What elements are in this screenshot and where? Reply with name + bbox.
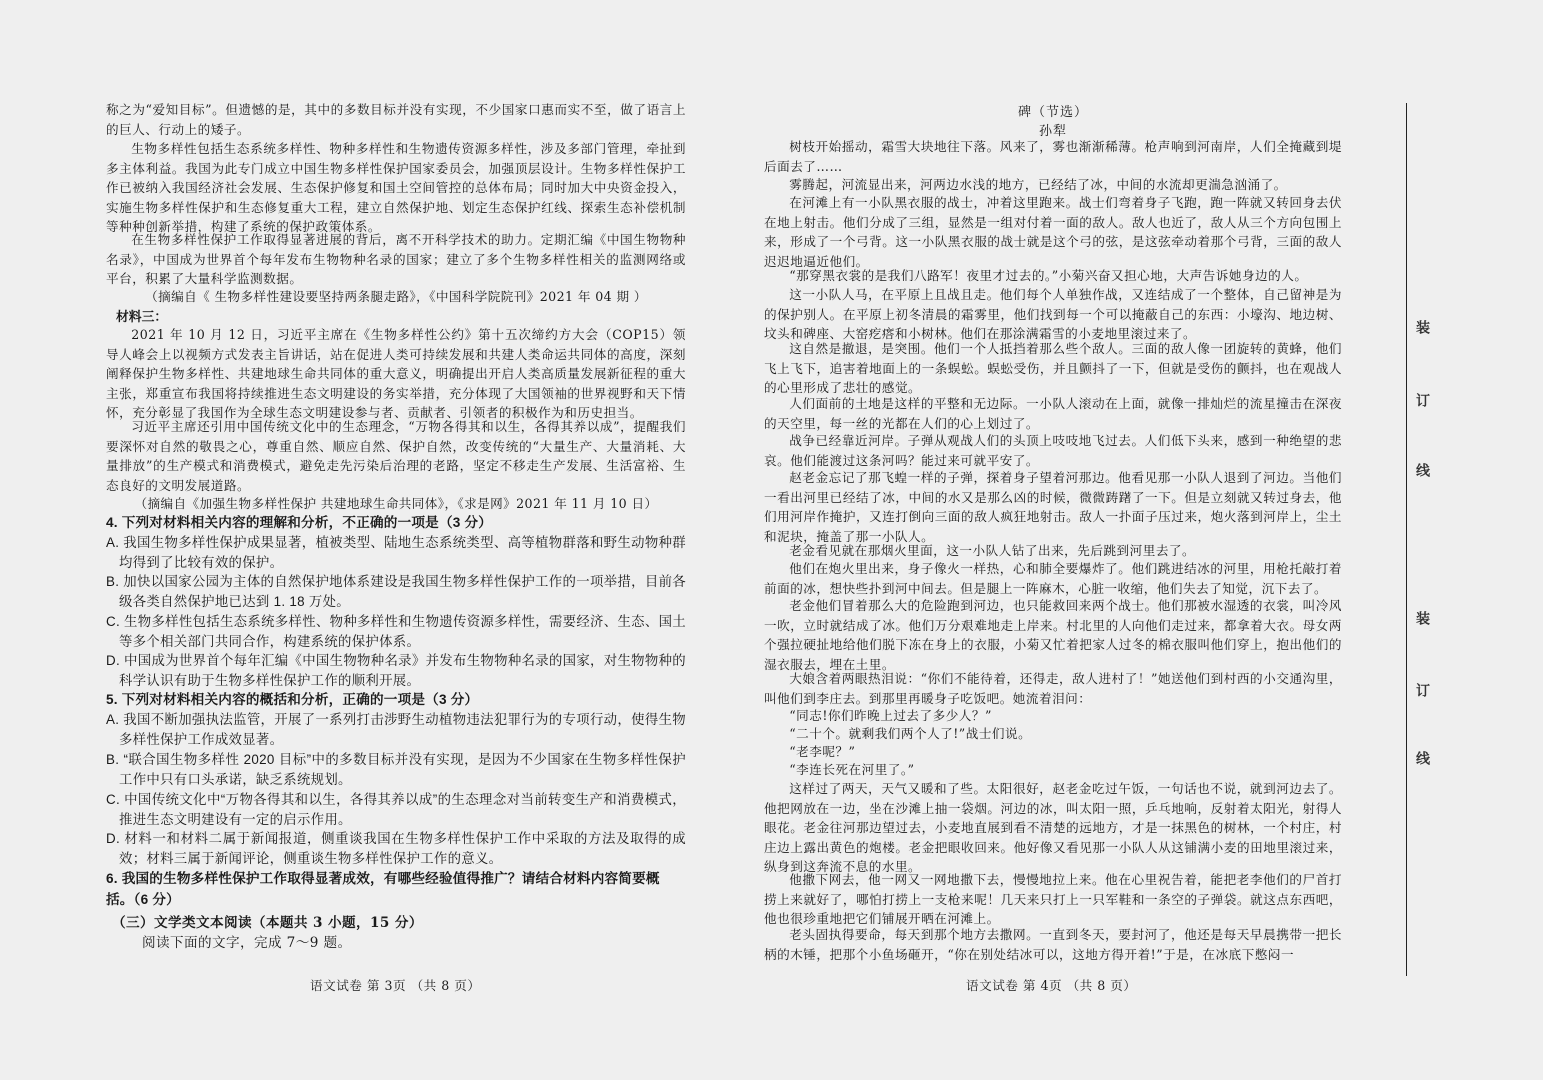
binding-line: [1406, 103, 1407, 976]
binding-char: 装: [1414, 320, 1430, 334]
dialogue-line: “二十个。就剩我们两个人了!”战士们说。: [789, 726, 1032, 741]
page-footer: 语文试卷 第 4页 （共 8 页）: [966, 978, 1137, 993]
paragraph: 大娘含着两眼热泪说：“你们不能待着，还得走，敌人进村了！”她送他们到村西的小交通沟里，叫他们到李庄去。到那里再暖身子吃饭吧。她流着泪问：: [764, 671, 1342, 706]
question-5: 5. 下列对材料相关内容的概括和分析，正确的一项是（3 分）: [106, 692, 479, 707]
option-5a: A. 我国不断加强执法监管，开展了一系列打击涉野生动植物违法犯罪行为的专项行动，使得生物多样性保护工作成效显著。: [106, 712, 686, 747]
paragraph: 在生物多样性保护工作取得显著进展的背后，离不开科学技术的助力。定期汇编《中国生物物种名录》，中国成为世界首个每年发布生物物种名录的国家；建立了多个生物多样性相关的监测网络或平台，积累了大量科学监测数据。: [106, 232, 686, 286]
paragraph: 战争已经靠近河岸。子弹从观战人们的头顶上吱吱地飞过去。人们低下头来，感到一种绝望的悲哀。他们能渡过这条河吗？能过来可就平安了。: [764, 433, 1342, 468]
option-4a: A. 我国生物多样性保护成果显著，植被类型、陆地生态系统类型、高等植物群落和野生动物种群均得到了比较有效的保护。: [106, 535, 686, 570]
paragraph: 老金看见就在那烟火里面，这一小队人钻了出来，先后跳到河里去了。: [789, 543, 1196, 558]
paragraph: “那穿黑衣裳的是我们八路军！夜里才过去的。”小菊兴奋又担心地，大声告诉她身边的人。: [789, 268, 1308, 283]
citation: （摘编自《加强生物多样性保护 共建地球生命共同体》，《求是网》2021 年 11 月 10 日）: [134, 496, 658, 511]
option-5c: C. 中国传统文化中“万物各得其和以生，各得其养以成”的生态理念对当前转变生产和消费模式，推进生态文明建设有一定的启示作用。: [106, 792, 686, 827]
paragraph: 雾腾起，河流显出来，河两边水浅的地方，已经结了冰，中间的水流却更湍急汹涌了。: [789, 177, 1287, 192]
option-5b: B. “联合国生物多样性 2020 目标”中的多数目标并没有实现，是因为不少国家在生物多样性保护工作中只有口头承诺，缺乏系统规划。: [106, 752, 686, 787]
paragraph: 这一小队人马，在平原上且战且走。他们每个人单独作战，又连结成了一个整体，自己留神是为的保护别人。在平原上初冬清晨的霜雾里，他们找到每一个可以掩蔽自己的东西：小壕沟、地边树、坟头和碑座、大窑疙瘩和小树林。他们在那涂满霜雪的小麦地里滚过来了。: [764, 287, 1342, 341]
dialogue-line: “老李呢？”: [789, 744, 856, 759]
paragraph: 赵老金忘记了那飞蝗一样的子弹，探着身子望着河那边。他看见那一小队人退到了河边。当他们一看出河里已经结了冰，中间的水又是那么凶的时候，微微踌躇了一下。但是立刻就又转过身去，他们用河岸作掩护，又连打倒向三面的敌人疯狂地射击。敌人一扑面子压过来，炮火落到河岸上，尘土和泥块，掩盖了那一小队人。: [764, 470, 1342, 544]
material-three-title: 材料三：: [116, 310, 168, 325]
paragraph: 他们在炮火里出来，身子像火一样热，心和肺全要爆炸了。他们跳进结冰的河里，用枪托敲打着前面的冰，想快些扑到河中间去。但是腿上一阵麻木，心脏一收缩，他们失去了知觉，沉下去了。: [764, 561, 1342, 596]
paragraph: 他撒下网去，他一网又一网地撒下去，慢慢地拉上来。他在心里祝告着，能把老李他们的尸首打捞上来就好了，哪怕打捞上一支枪来呢！几天来只打上一只军鞋和一条空的子弹袋。就这点东西吧，他也很珍重地把它们铺展开晒在河滩上。: [764, 872, 1342, 926]
binding-char: 订: [1414, 683, 1430, 697]
section-three-heading: （三）文学类文本阅读（本题共 3 小题，15 分）: [112, 915, 423, 931]
binding-char: 订: [1414, 393, 1430, 407]
dialogue-line: “李连长死在河里了。”: [789, 762, 915, 777]
paragraph: 树枝开始摇动，霜雪大块地往下落。风来了，雾也渐渐稀薄。枪声响到河南岸，人们全掩藏到堤后面去了……: [764, 139, 1342, 174]
reading-instruction: 阅读下面的文字，完成 7～9 题。: [142, 935, 352, 951]
binding-char: 装: [1414, 611, 1430, 625]
paragraph: 在河滩上有一小队黑衣服的战士，冲着这里跑来。战士们弯着身子飞跑，跑一阵就又转回身去伏在地上射击。他们分成了三组，显然是一组对付着一面的敌人。敌人也近了，敌人从三个方向包围上来，形成了一个弓背。这一小队黑衣服的战士就是这个弓的弦，是这弦牵动着那个弓背，三面的敌人迟迟地逼近他们。: [764, 195, 1342, 269]
paragraph: 习近平主席还引用中国传统文化中的生态理念，“万物各得其和以生，各得其养以成”，提醒我们要深怀对自然的敬畏之心，尊重自然、顺应自然、保护自然，改变传统的“大量生产、大量消耗、大量排放”的生产模式和消费模式，避免走先污染后治理的老路，坚定不移走生产发展、生活富裕、生态良好的文明发展道路。: [106, 419, 686, 493]
option-4b: B. 加快以国家公园为主体的自然保护地体系建设是我国生物多样性保护工作的一项举措，目前各级各类自然保护地已达到 1. 18 万处。: [106, 574, 686, 609]
paragraph: 2021 年 10 月 12 日，习近平主席在《生物多样性公约》第十五次缔约方大会（COP15）领导人峰会上以视频方式发表主旨讲话，站在促进人类可持续发展和共建人类命运共同体的高度，深刻阐释保护生物多样性、共建地球生命共同体的重大意义，明确提出开启人类高质量发展新征程的重大主张，郑重宣布我国将持续推进生态文明建设的务实举措，充分体现了大国领袖的世界视野和天下情怀，充分彰显了我国作为全球生态文明建设参与者、贡献者、引领者的积极作为和历史担当。: [106, 327, 686, 420]
paragraph: 老头固执得要命，每天到那个地方去撒网。一直到冬天，要封河了，他还是每天早晨携带一把长柄的木锤，把那个小鱼场砸开，“你在别处结冰可以，这地方得开着!”于是，在冰底下憋闷一: [764, 927, 1342, 962]
binding-char: 线: [1414, 463, 1430, 477]
question-4: 4. 下列对材料相关内容的理解和分析，不正确的一项是（3 分）: [106, 515, 493, 530]
binding-char: 线: [1414, 751, 1430, 765]
paragraph: 生物多样性包括生态系统多样性、物种多样性和生物遗传资源多样性，涉及多部门管理，牵扯到多主体利益。我国为此专门成立中国生物多样性保护国家委员会，加强顶层设计。生物多样性保护工作已被纳入我国经济社会发展、生态保护修复和国土空间管控的总体布局；同时加大中央资金投入，实施生物多样性保护和生态修复重大工程，建立自然保护地、划定生态保护红线、探索生态补偿机制等种种创新举措，构建了系统的保护政策体系。: [106, 141, 686, 234]
paragraph: 老金他们冒着那么大的危险跑到河边，也只能救回来两个战士。他们那被水湿透的衣裳，叫冷风一吹，立时就结成了冰。他们万分艰难地走上岸来。村北里的人向他们走过来，都拿着大衣。母女两个强拉硬扯地给他们脱下冻在身上的衣服，小菊又忙着把家人过冬的棉衣服叫他们穿上，抱出他们的湿衣服去，埋在土里。: [764, 598, 1342, 672]
paragraph: 称之为“爱知目标”。但遗憾的是，其中的多数目标并没有实现，不少国家口惠而实不至，做了语言上的巨人、行动上的矮子。: [106, 102, 686, 137]
page-footer: 语文试卷 第 3页 （共 8 页）: [310, 978, 481, 993]
option-5d: D. 材料一和材料二属于新闻报道，侧重谈我国在生物多样性保护工作中采取的方法及取得的成效；材料三属于新闻评论，侧重谈生物多样性保护工作的意义。: [106, 831, 686, 866]
question-6: 6. 我国的生物多样性保护工作取得显著成效，有哪些经验值得推广？请结合材料内容简要概括。（6 分）: [106, 871, 660, 907]
option-4d: D. 中国成为世界首个每年汇编《中国生物物种名录》并发布生物物种名录的国家，对生物物种的科学认识有助于生物多样性保护工作的顺利开展。: [106, 653, 686, 688]
dialogue-line: “同志!你们昨晚上过去了多少人？”: [789, 708, 992, 723]
paragraph: 人们面前的土地是这样的平整和无边际。一小队人滚动在上面，就像一排灿烂的流星撞击在深夜的天空里，每一丝的光都在人们的心上划过了。: [764, 396, 1342, 431]
article-title: 碑（节选）: [1017, 105, 1088, 120]
citation: （摘编自《 生物多样性建设要坚持两条腿走路》，《中国科学院院刊》2021 年 04 期 ）: [145, 289, 647, 304]
article-author: 孙犁: [1038, 124, 1067, 139]
option-4c: C. 生物多样性包括生态系统多样性、物种多样性和生物遗传资源多样性，需要经济、生态、国土等多个相关部门共同合作，构建系统的保护体系。: [106, 614, 686, 649]
paragraph: 这样过了两天，天气又暖和了些。太阳很好，赵老金吃过午饭，一句话也不说，就到河边去了。他把网放在一边，坐在沙滩上抽一袋烟。河边的冰，叫太阳一照，乒乓地响，反射着太阳光，射得人眼花。老金往河那边望过去，小麦地直展到看不清楚的远地方，才是一抹黑色的树林，一个村庄，村庄边上露出黄色的炮楼。老金把眼收回来。他好像又看见那一小队人从这铺满小麦的田地里滚过来，纵身到这奔流不息的水里。: [764, 781, 1342, 874]
paragraph: 这自然是撤退，是突围。他们一个人抵挡着那么些个敌人。三面的敌人像一团旋转的黄蜂，他们飞上飞下，追害着地面上的一条蜈蚣。蜈蚣受伤，并且颤抖了一下，但就是受伤的颤抖，也在观战人的心里形成了悲壮的感觉。: [764, 341, 1342, 395]
